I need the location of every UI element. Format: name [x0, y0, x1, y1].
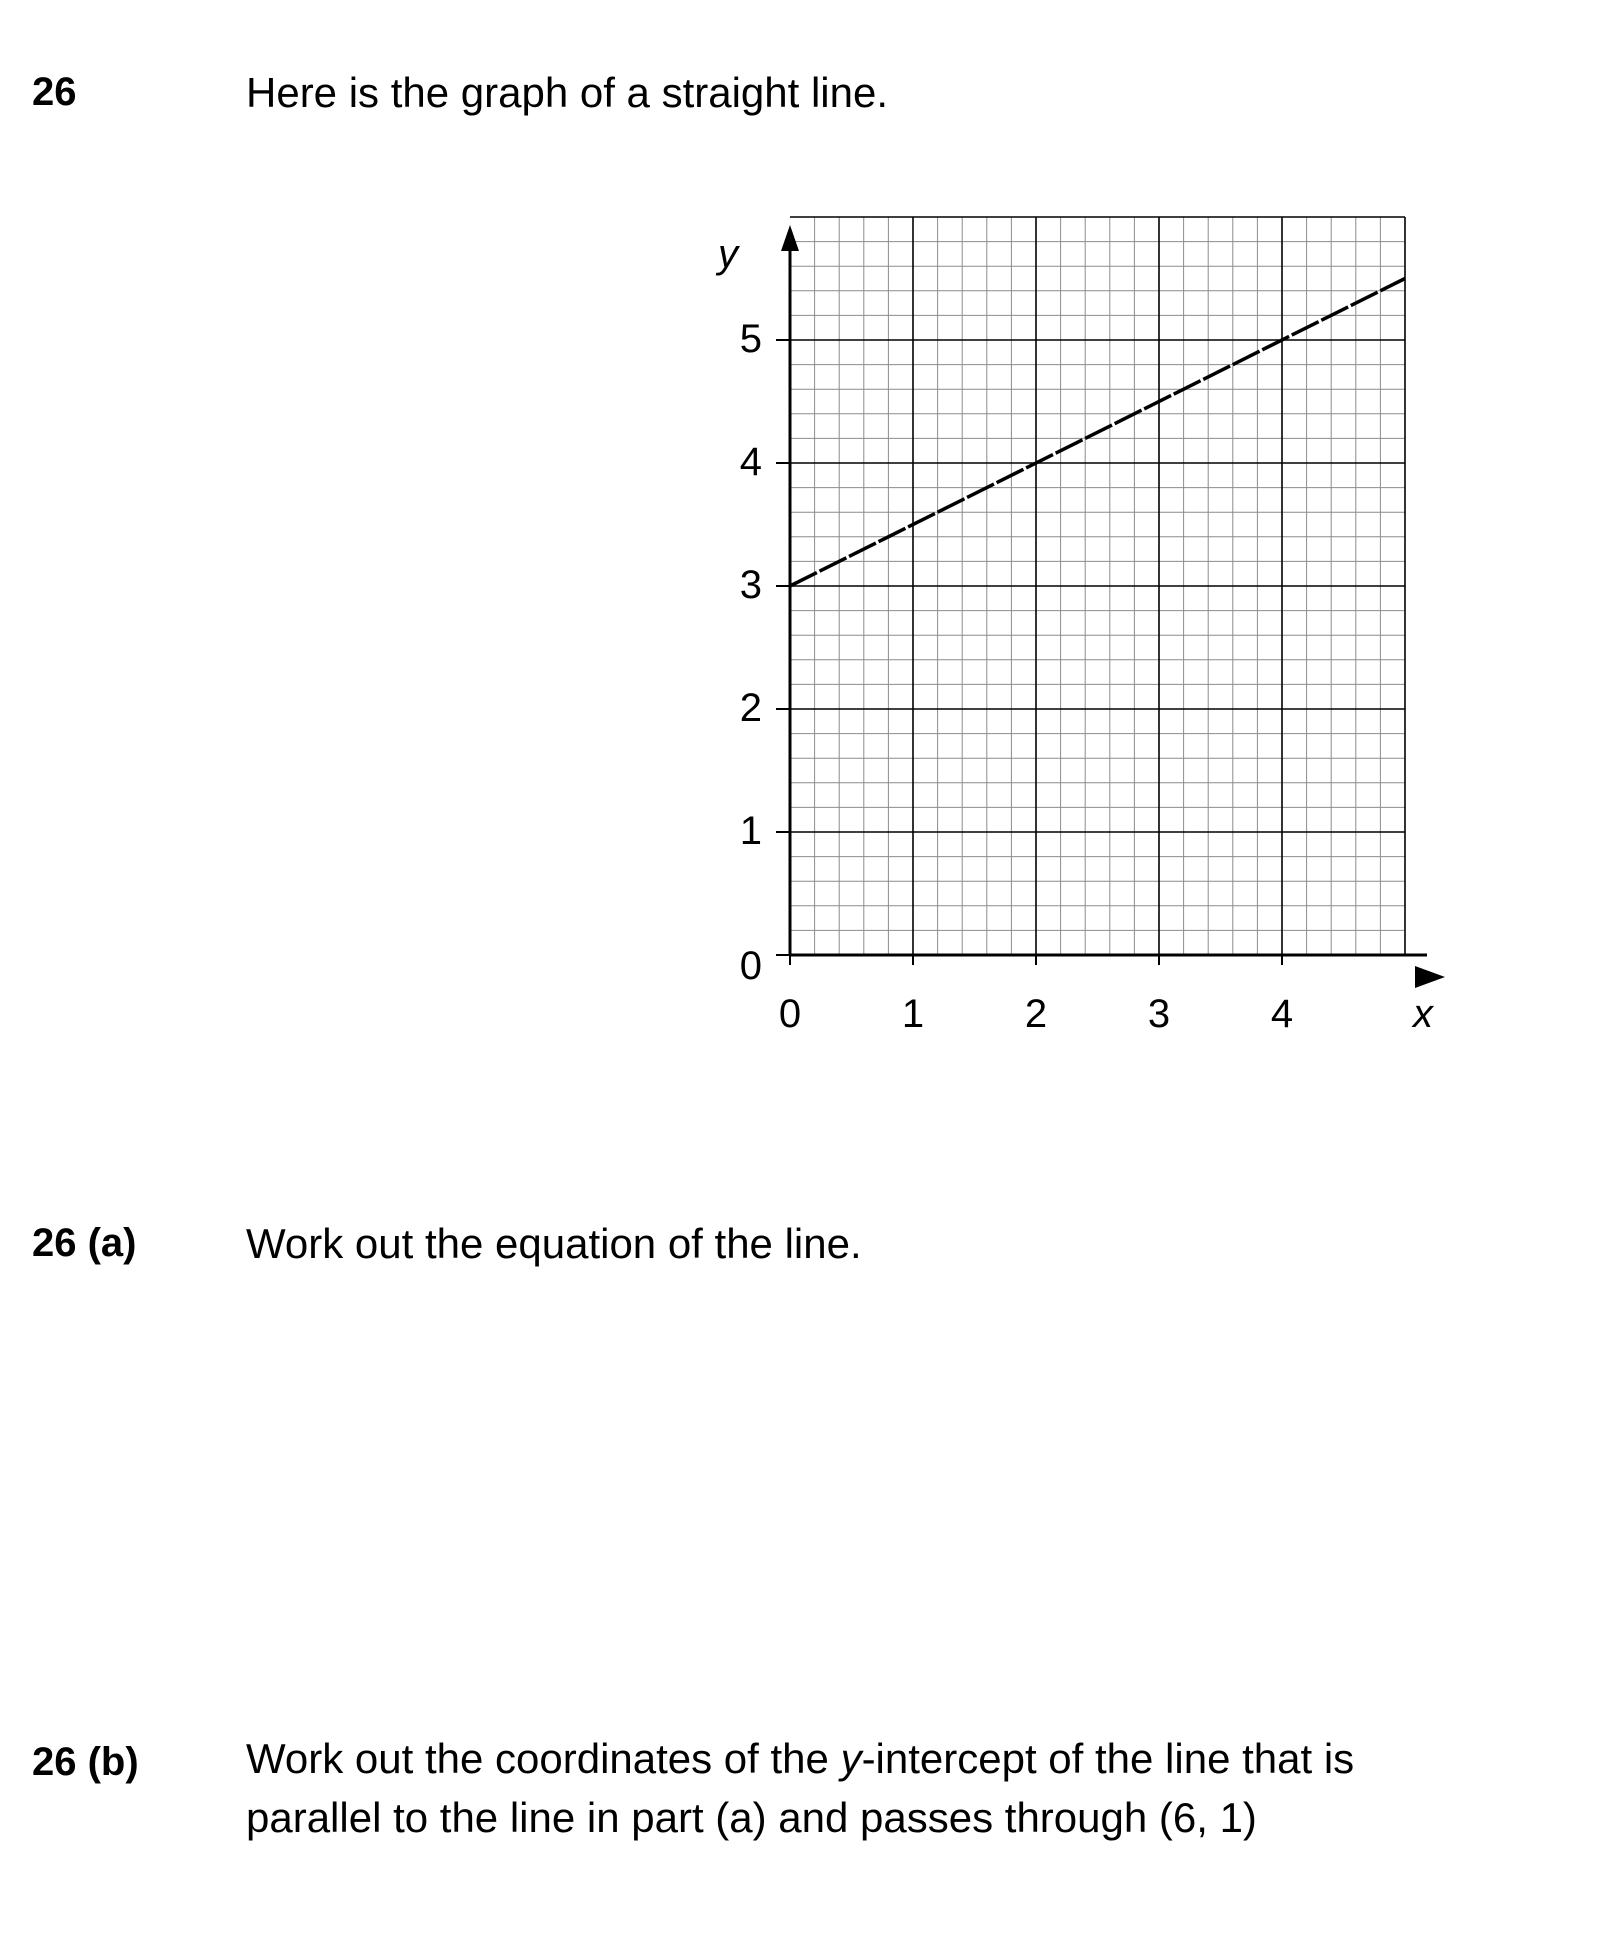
y-tick-label: 1 — [739, 809, 762, 853]
part-a-number: 26 (a) — [32, 1221, 137, 1265]
x-axis-arrowhead — [1415, 966, 1445, 988]
y-tick-label: 2 — [739, 686, 762, 730]
part-b-line-1-start: Work out the coordinates of the — [246, 1735, 841, 1782]
tick-labels — [715, 232, 1435, 1036]
question-intro-text: Here is the graph of a straight line. — [246, 69, 889, 116]
x-tick-label: 2 — [1024, 992, 1048, 1036]
tick-marks — [776, 340, 1282, 965]
part-b-text — [246, 1730, 1354, 1848]
y-tick-label: 4 — [739, 440, 762, 484]
series-group — [790, 279, 1405, 587]
x-tick-label: 4 — [1270, 992, 1294, 1036]
y-axis-arrowhead — [781, 225, 799, 251]
x-tick-label: 1 — [901, 992, 925, 1036]
part-b-line-1 — [246, 1730, 1354, 1789]
x-axis-label: x — [1413, 992, 1433, 1036]
question-number: 26 — [32, 70, 77, 114]
y-tick-label: 0 — [739, 944, 762, 988]
part-a-text: Work out the equation of the line. — [246, 1220, 862, 1267]
major-grid — [790, 217, 1405, 955]
y-tick-label: 3 — [739, 563, 762, 607]
x-tick-label: 3 — [1147, 992, 1171, 1036]
part-b-line-2: parallel to the line in part (a) and passes through (6, 1) — [246, 1793, 1257, 1841]
y-tick-label: 5 — [739, 317, 762, 361]
part-b-number: 26 (b) — [32, 1740, 139, 1784]
part-b-line-1-end: -intercept of the line that is — [861, 1735, 1355, 1782]
part-b-italic-y: y — [840, 1735, 862, 1782]
straight-line — [790, 279, 1405, 587]
x-tick-label: 0 — [778, 992, 802, 1036]
y-axis-label: y — [718, 232, 738, 276]
